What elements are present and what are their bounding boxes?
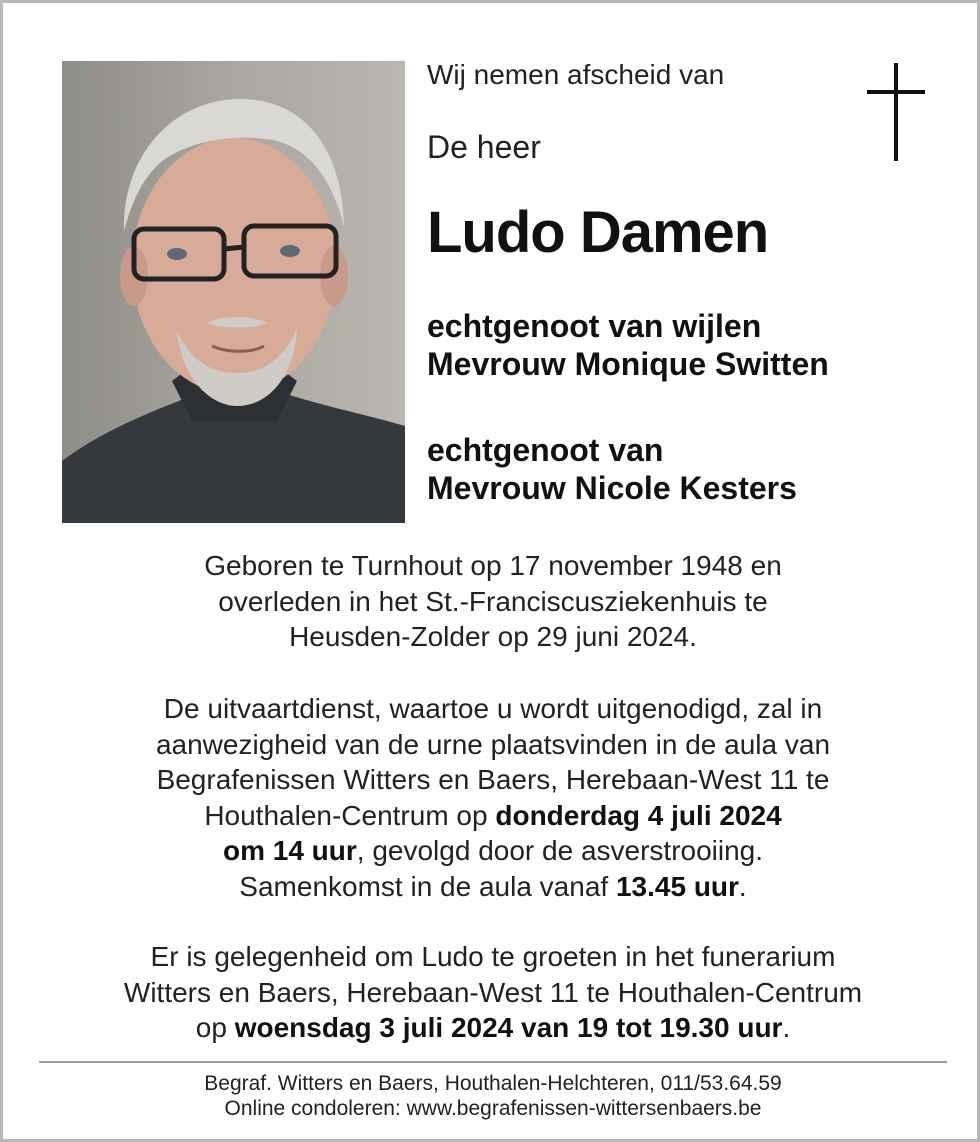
gathering-time: 13.45 uur [615,870,739,902]
relation-1-line1: echtgenoot van wijlen [427,308,762,344]
viewing-line-1: Er is gelegenheid om Ludo te groeten in het funerarium [150,941,836,972]
viewing-paragraph [33,939,953,1046]
service-line-2: aanwezigheid van de urne plaatsvinden in de aula van [155,728,831,760]
gathering-line: Samenkomst in de aula vanaf 13.45 uur. [239,870,747,902]
cross-icon [867,63,925,161]
relation-1-line2: Mevrouw Monique Switten [427,346,829,382]
divider [39,1061,947,1063]
service-line-3: Begrafenissen Witters en Baers, Herebaan-West 11 te [156,764,830,795]
viewing-datetime: woensdag 3 juli 2024 van 19 tot 19.30 uur [234,1012,783,1043]
birth-line-3: Heusden-Zolder op 29 juni 2024. [289,621,697,652]
birth-line-2: overleden in het St.-Franciscusziekenhuis te [218,585,768,617]
intro-text: Wij nemen afscheid van [427,59,725,90]
service-time: om 14 uur [222,835,357,866]
service-line-5: om 14 uur, gevolgd door de asverstrooiing. [222,835,764,866]
relation-2 [427,431,797,507]
service-paragraph [33,691,953,904]
funeral-home-info: Begraf. Witters en Baers, Houthalen-Helchteren, 011/53.64.59 [204,1072,782,1095]
birth-death-paragraph [33,548,953,655]
relation-2-line1: echtgenoot van [427,432,664,468]
birth-line-1: Geboren te Turnhout op 17 november 1948 en [204,550,782,581]
portrait-photo [62,61,405,523]
relation-2-line2: Mevrouw Nicole Kesters [427,470,797,506]
service-line-4: Houthalen-Centrum op donderdag 4 juli 2024 [204,799,782,831]
online-condolence-link[interactable]: Online condoleren: www.begrafenissen-wittersenbaers.be [224,1097,762,1120]
viewing-line-2: Witters en Baers, Herebaan-West 11 te Houthalen-Centrum [123,976,863,1008]
service-date: donderdag 4 juli 2024 [495,799,782,831]
deceased-name: Ludo Damen [427,200,769,265]
relation-1 [427,307,829,383]
viewing-line-3: op woensdag 3 juli 2024 van 19 tot 19.30 uur. [195,1012,791,1043]
honorific: De heer [427,129,541,165]
service-line-1: De uitvaartdienst, waartoe u wordt uitgenodigd, zal in [163,693,823,724]
